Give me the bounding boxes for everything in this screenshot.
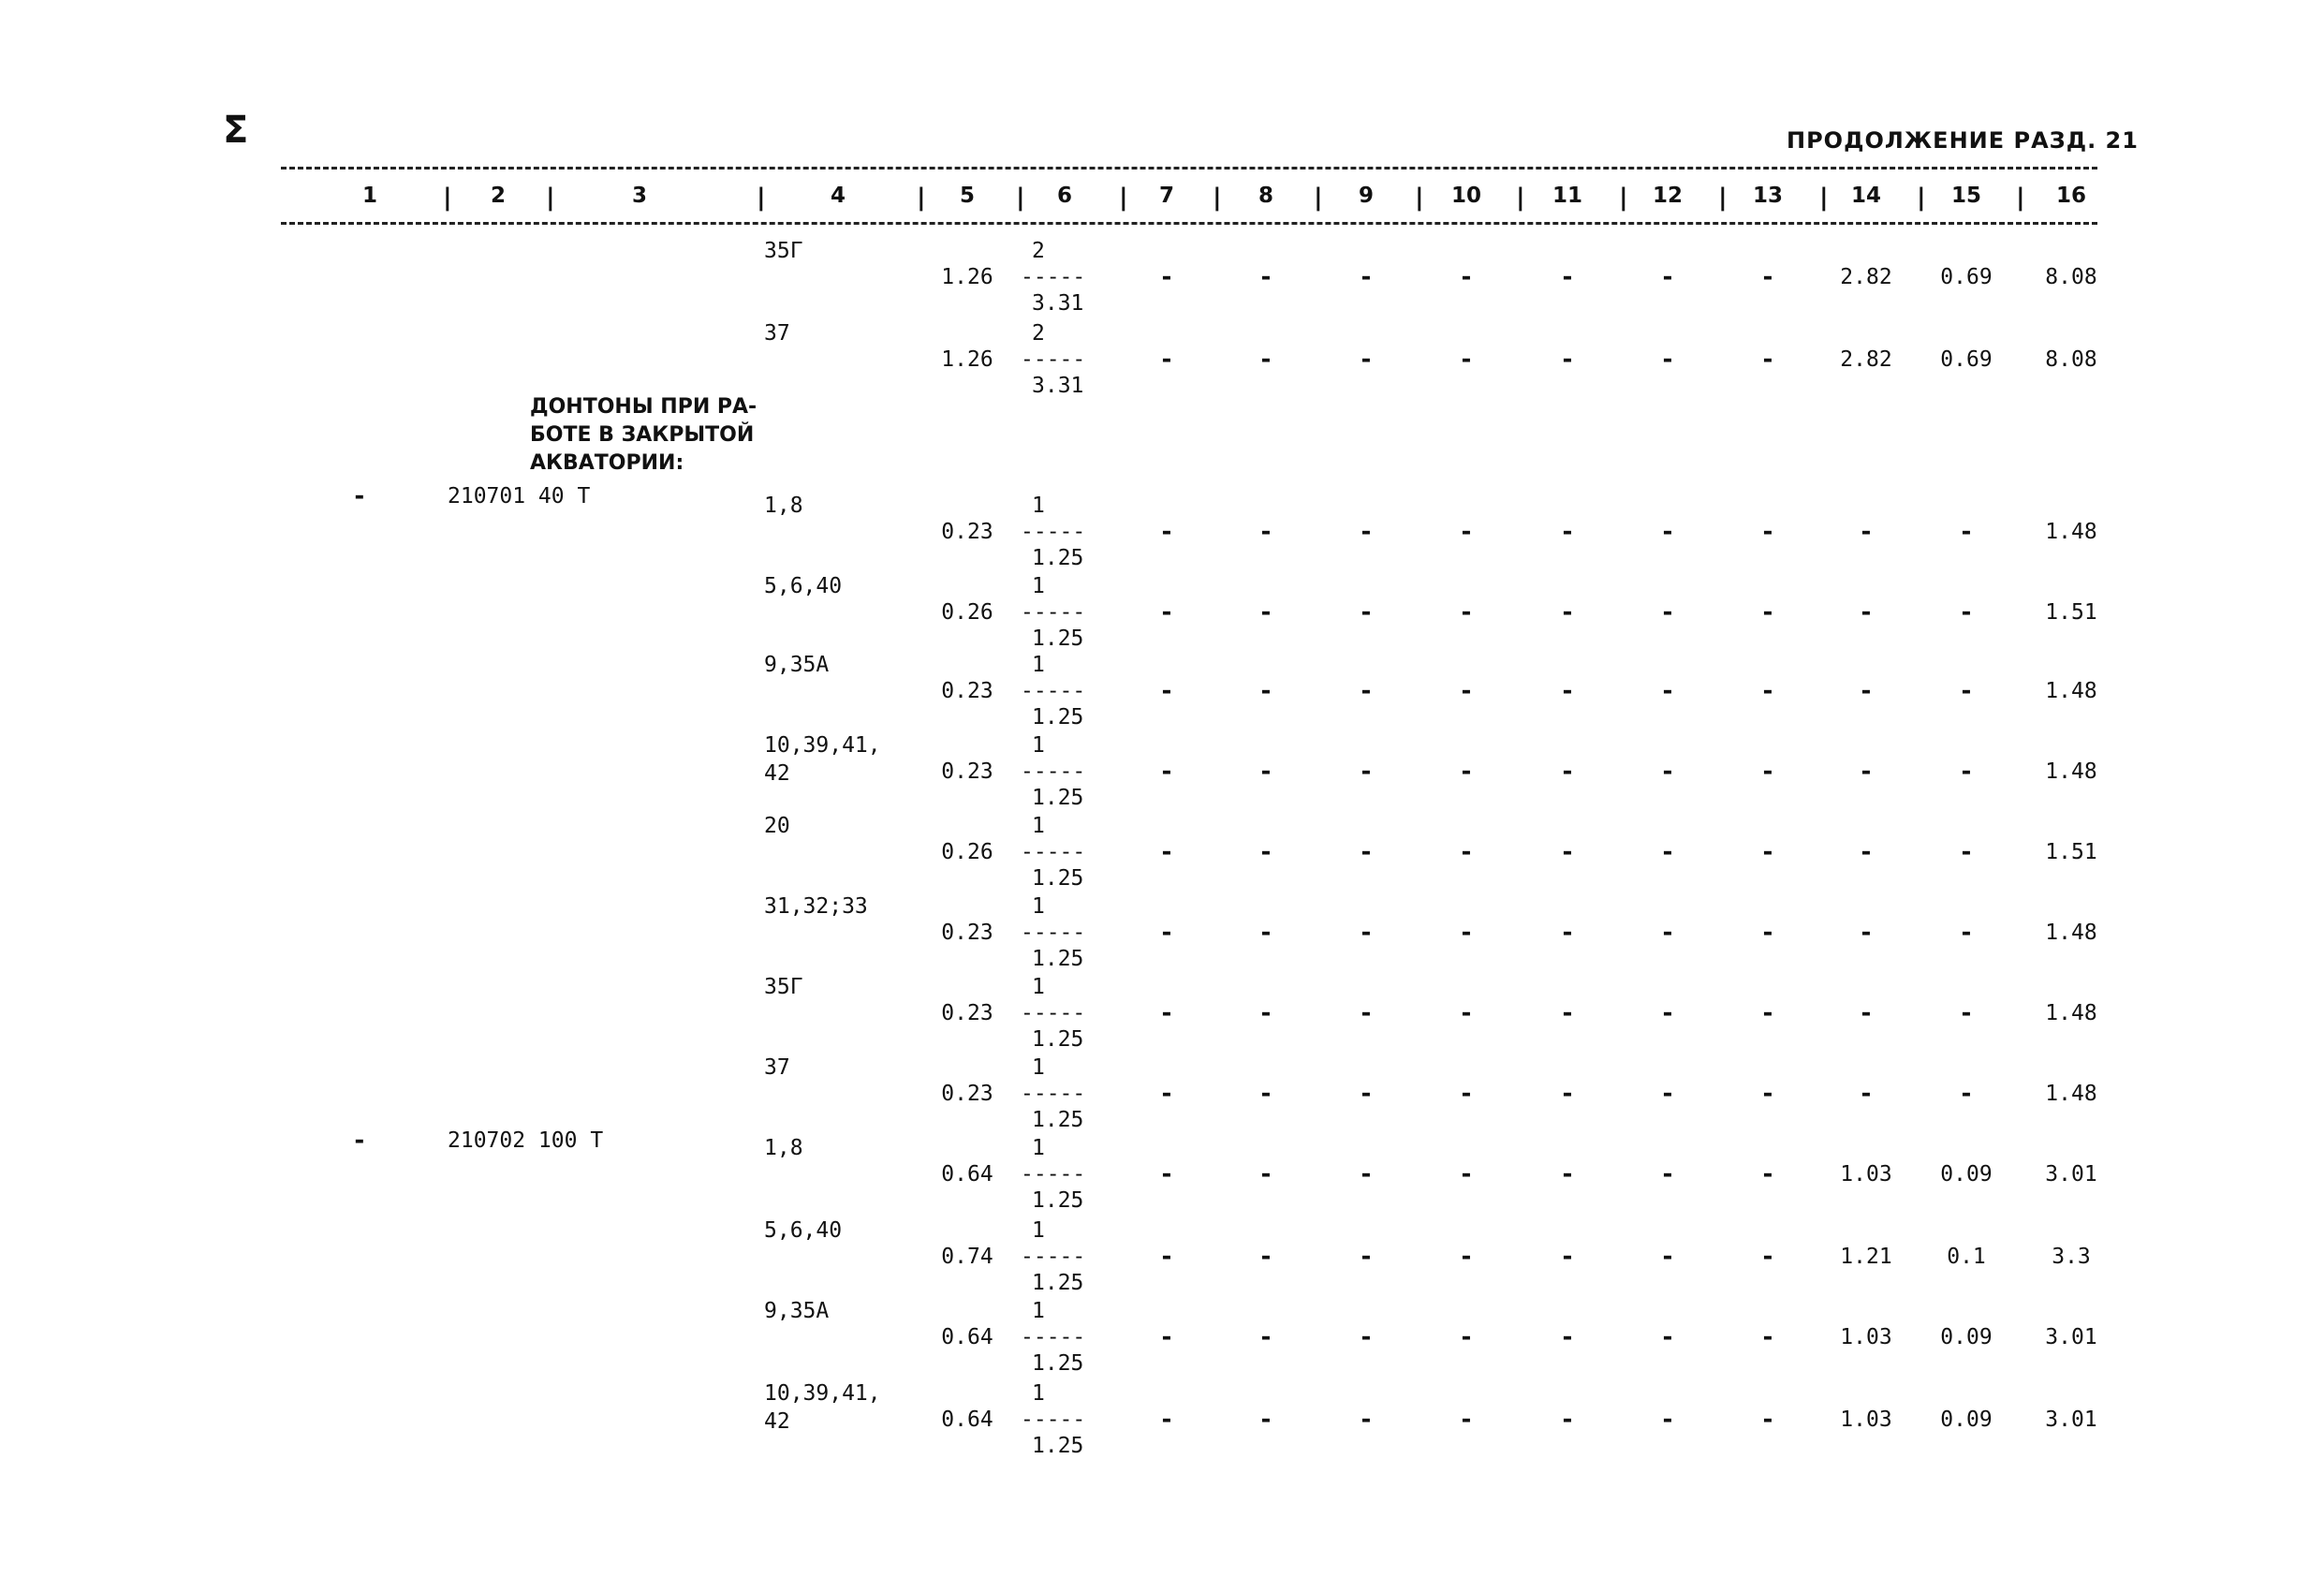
cell-col11: -: [1560, 346, 1575, 374]
cell-col13: -: [1760, 598, 1775, 626]
cell-col7: -: [1159, 598, 1174, 626]
cell-col6-numerator: 1: [1032, 814, 1045, 838]
cell-col8: -: [1258, 1406, 1273, 1434]
cell-col8: -: [1258, 838, 1273, 866]
cell-col16: 8.08: [2045, 265, 2097, 289]
cell-col4: 31,32;33: [764, 894, 868, 919]
column-separator: |: [440, 184, 455, 212]
cell-col4: 5,6,40: [764, 574, 843, 598]
cell-col12: -: [1660, 1080, 1675, 1108]
cell-col4: 37: [764, 321, 790, 346]
cell-col6-bar: -----: [1021, 600, 1086, 625]
cell-col6-denominator: 1.25: [1032, 1351, 1084, 1376]
cell-col11: -: [1560, 758, 1575, 786]
cell-col6-bar: -----: [1021, 1001, 1086, 1025]
cell-col5: 1.26: [941, 347, 993, 372]
cell-col14: 1.03: [1840, 1325, 1892, 1349]
group-heading-line: АКВАТОРИИ:: [530, 451, 684, 475]
cell-col8: -: [1258, 263, 1273, 291]
cell-col8: -: [1258, 919, 1273, 947]
cell-col6-bar: -----: [1021, 520, 1086, 544]
cell-col14: -: [1859, 1080, 1874, 1108]
cell-col6-numerator: 1: [1032, 1055, 1045, 1080]
cell-col8: -: [1258, 1243, 1273, 1271]
cell-col6-denominator: 1.25: [1032, 705, 1084, 730]
column-header-7: 7: [1158, 184, 1175, 208]
column-header-16: 16: [2055, 184, 2087, 208]
cell-col8: -: [1258, 758, 1273, 786]
cell-col11: -: [1560, 919, 1575, 947]
cell-col6-denominator: 1.25: [1032, 626, 1084, 651]
column-header-3: 3: [631, 184, 648, 208]
cell-col15: -: [1959, 758, 1974, 786]
column-header-10: 10: [1450, 184, 1482, 208]
cell-col10: -: [1459, 1323, 1474, 1351]
cell-col11: -: [1560, 677, 1575, 705]
column-separator: |: [754, 184, 769, 212]
cell-col16: 3.01: [2045, 1408, 2097, 1432]
cell-col12: -: [1660, 919, 1675, 947]
page-marker: Σ: [223, 109, 249, 152]
cell-col11: -: [1560, 1406, 1575, 1434]
cell-col12: -: [1660, 1160, 1675, 1188]
cell-col8: -: [1258, 1323, 1273, 1351]
cell-col9: -: [1359, 1080, 1374, 1108]
cell-col9: -: [1359, 1323, 1374, 1351]
cell-col12: -: [1660, 758, 1675, 786]
column-separator: |: [914, 184, 929, 212]
cell-col4: 1,8: [764, 1136, 803, 1160]
cell-col12: -: [1660, 263, 1675, 291]
cell-col10: -: [1459, 677, 1474, 705]
cell-col6-denominator: 3.31: [1032, 374, 1084, 398]
cell-col5: 0.64: [941, 1408, 993, 1432]
cell-col4: 1,8: [764, 494, 803, 518]
cell-col10: -: [1459, 1406, 1474, 1434]
cell-col6-denominator: 1.25: [1032, 546, 1084, 570]
cell-col14: 1.03: [1840, 1162, 1892, 1187]
cell-col6-numerator: 1: [1032, 894, 1045, 919]
cell-col7: -: [1159, 1323, 1174, 1351]
cell-col6-numerator: 1: [1032, 1299, 1045, 1323]
column-header-8: 8: [1258, 184, 1274, 208]
cell-col15: 0.69: [1940, 265, 1993, 289]
cell-col11: -: [1560, 263, 1575, 291]
cell-col9: -: [1359, 838, 1374, 866]
cell-col15: -: [1959, 838, 1974, 866]
cell-col13: -: [1760, 1323, 1775, 1351]
cell-col6-denominator: 1.25: [1032, 947, 1084, 971]
cell-col15: -: [1959, 1080, 1974, 1108]
cell-col9: -: [1359, 1243, 1374, 1271]
continuation-title: ПРОДОЛЖЕНИЕ РАЗД. 21: [1787, 127, 2139, 154]
cell-col6-denominator: 3.31: [1032, 291, 1084, 316]
cell-col10: -: [1459, 1080, 1474, 1108]
cell-col16: 3.01: [2045, 1325, 2097, 1349]
cell-col14: 1.03: [1840, 1408, 1892, 1432]
cell-col13: -: [1760, 919, 1775, 947]
cell-col4: 5,6,40: [764, 1218, 843, 1243]
cell-col6-numerator: 2: [1032, 239, 1045, 263]
cell-col6-denominator: 1.25: [1032, 786, 1084, 810]
cell-col10: -: [1459, 1243, 1474, 1271]
cell-col7: -: [1159, 263, 1174, 291]
cell-col7: -: [1159, 677, 1174, 705]
cell-col4: 9,35А: [764, 1299, 830, 1323]
column-separator: |: [1013, 184, 1028, 212]
cell-col16: 1.48: [2045, 1082, 2097, 1106]
cell-col5: 0.26: [941, 840, 993, 864]
row-group-id: 210701 40 Т: [448, 484, 591, 509]
cell-col8: -: [1258, 346, 1273, 374]
cell-col4: 9,35А: [764, 653, 830, 677]
column-header-2: 2: [490, 184, 507, 208]
column-header-14: 14: [1850, 184, 1882, 208]
cell-col6-denominator: 1.25: [1032, 1271, 1084, 1295]
cell-col6-bar: -----: [1021, 347, 1086, 372]
cell-col6-numerator: 1: [1032, 1381, 1045, 1406]
cell-col11: -: [1560, 1323, 1575, 1351]
column-separator: |: [1412, 184, 1427, 212]
cell-col8: -: [1258, 518, 1273, 546]
cell-col6-bar: -----: [1021, 265, 1086, 289]
cell-col6-numerator: 1: [1032, 574, 1045, 598]
cell-col6-numerator: 1: [1032, 494, 1045, 518]
cell-col4: 35Г: [764, 975, 803, 999]
header-rule: [281, 222, 2097, 225]
cell-col13: -: [1760, 1160, 1775, 1188]
cell-col7: -: [1159, 1243, 1174, 1271]
cell-col6-numerator: 1: [1032, 733, 1045, 758]
row-group-marker: -: [352, 1127, 367, 1155]
cell-col15: 0.1: [1947, 1245, 1986, 1269]
cell-col16: 1.48: [2045, 759, 2097, 784]
column-header-5: 5: [959, 184, 976, 208]
cell-col9: -: [1359, 919, 1374, 947]
cell-col4: 10,39,41,: [764, 1381, 881, 1406]
cell-col6-bar: -----: [1021, 1082, 1086, 1106]
cell-col12: -: [1660, 598, 1675, 626]
cell-col10: -: [1459, 999, 1474, 1027]
cell-col8: -: [1258, 677, 1273, 705]
column-separator: |: [1817, 184, 1831, 212]
group-heading-line: БОТЕ В ЗАКРЫТОЙ: [530, 423, 755, 447]
cell-col5: 0.26: [941, 600, 993, 625]
cell-col6-numerator: 1: [1032, 975, 1045, 999]
cell-col6-denominator: 1.25: [1032, 1027, 1084, 1052]
cell-col16: 3.01: [2045, 1162, 2097, 1187]
cell-col4: 10,39,41,: [764, 733, 881, 758]
cell-col10: -: [1459, 838, 1474, 866]
cell-col7: -: [1159, 1160, 1174, 1188]
group-heading: [530, 393, 757, 478]
cell-col7: -: [1159, 518, 1174, 546]
cell-col13: -: [1760, 838, 1775, 866]
cell-col6-denominator: 1.25: [1032, 1188, 1084, 1213]
cell-col9: -: [1359, 677, 1374, 705]
column-separator: |: [1616, 184, 1631, 212]
cell-col6-denominator: 1.25: [1032, 1434, 1084, 1458]
cell-col12: -: [1660, 518, 1675, 546]
cell-col14: -: [1859, 919, 1874, 947]
cell-col6-bar: -----: [1021, 1325, 1086, 1349]
cell-col9: -: [1359, 758, 1374, 786]
cell-col4: 35Г: [764, 239, 803, 263]
cell-col6-numerator: 1: [1032, 1136, 1045, 1160]
cell-col10: -: [1459, 598, 1474, 626]
cell-col4: 42: [764, 1409, 790, 1434]
cell-col6-bar: -----: [1021, 679, 1086, 703]
cell-col11: -: [1560, 598, 1575, 626]
cell-col16: 3.3: [2052, 1245, 2091, 1269]
cell-col5: 0.23: [941, 921, 993, 945]
cell-col13: -: [1760, 1243, 1775, 1271]
cell-col16: 1.48: [2045, 520, 2097, 544]
cell-col7: -: [1159, 1080, 1174, 1108]
column-separator: |: [1715, 184, 1730, 212]
cell-col16: 8.08: [2045, 347, 2097, 372]
cell-col7: -: [1159, 999, 1174, 1027]
column-separator: |: [1311, 184, 1326, 212]
cell-col5: 0.64: [941, 1325, 993, 1349]
cell-col5: 1.26: [941, 265, 993, 289]
cell-col5: 0.23: [941, 520, 993, 544]
cell-col11: -: [1560, 999, 1575, 1027]
cell-col10: -: [1459, 758, 1474, 786]
cell-col15: -: [1959, 919, 1974, 947]
cell-col10: -: [1459, 346, 1474, 374]
cell-col11: -: [1560, 1160, 1575, 1188]
cell-col6-numerator: 1: [1032, 653, 1045, 677]
cell-col14: -: [1859, 838, 1874, 866]
cell-col16: 1.51: [2045, 840, 2097, 864]
cell-col9: -: [1359, 598, 1374, 626]
cell-col15: 0.09: [1940, 1325, 1993, 1349]
cell-col5: 0.64: [941, 1162, 993, 1187]
cell-col7: -: [1159, 838, 1174, 866]
cell-col9: -: [1359, 1406, 1374, 1434]
cell-col7: -: [1159, 758, 1174, 786]
cell-col12: -: [1660, 1243, 1675, 1271]
cell-col6-bar: -----: [1021, 1245, 1086, 1269]
cell-col4: 37: [764, 1055, 790, 1080]
cell-col6-bar: -----: [1021, 921, 1086, 945]
cell-col6-numerator: 2: [1032, 321, 1045, 346]
cell-col5: 0.23: [941, 679, 993, 703]
cell-col12: -: [1660, 999, 1675, 1027]
cell-col16: 1.48: [2045, 921, 2097, 945]
row-group-marker: -: [352, 482, 367, 510]
cell-col9: -: [1359, 518, 1374, 546]
cell-col13: -: [1760, 677, 1775, 705]
cell-col15: -: [1959, 518, 1974, 546]
cell-col13: -: [1760, 263, 1775, 291]
cell-col14: -: [1859, 598, 1874, 626]
cell-col16: 1.48: [2045, 679, 2097, 703]
column-header-15: 15: [1950, 184, 1982, 208]
cell-col6-denominator: 1.25: [1032, 1108, 1084, 1132]
column-header-6: 6: [1056, 184, 1073, 208]
cell-col5: 0.23: [941, 1082, 993, 1106]
cell-col15: -: [1959, 677, 1974, 705]
column-header-11: 11: [1552, 184, 1583, 208]
cell-col11: -: [1560, 838, 1575, 866]
column-header-12: 12: [1652, 184, 1684, 208]
column-separator: |: [1210, 184, 1225, 212]
cell-col14: -: [1859, 758, 1874, 786]
cell-col10: -: [1459, 1160, 1474, 1188]
cell-col12: -: [1660, 838, 1675, 866]
cell-col15: -: [1959, 999, 1974, 1027]
cell-col16: 1.51: [2045, 600, 2097, 625]
cell-col13: -: [1760, 999, 1775, 1027]
cell-col12: -: [1660, 1323, 1675, 1351]
cell-col7: -: [1159, 919, 1174, 947]
cell-col6-denominator: 1.25: [1032, 866, 1084, 891]
cell-col4: 42: [764, 761, 790, 786]
column-separator: |: [1513, 184, 1528, 212]
cell-col7: -: [1159, 1406, 1174, 1434]
cell-col16: 1.48: [2045, 1001, 2097, 1025]
cell-col9: -: [1359, 346, 1374, 374]
column-separator: |: [2013, 184, 2028, 212]
cell-col8: -: [1258, 1160, 1273, 1188]
cell-col6-bar: -----: [1021, 840, 1086, 864]
cell-col5: 0.23: [941, 759, 993, 784]
cell-col8: -: [1258, 1080, 1273, 1108]
cell-col5: 0.74: [941, 1245, 993, 1269]
cell-col12: -: [1660, 346, 1675, 374]
column-separator: |: [543, 184, 558, 212]
top-rule: [281, 167, 2097, 170]
cell-col11: -: [1560, 518, 1575, 546]
cell-col10: -: [1459, 919, 1474, 947]
cell-col12: -: [1660, 1406, 1675, 1434]
cell-col10: -: [1459, 518, 1474, 546]
cell-col14: 1.21: [1840, 1245, 1892, 1269]
cell-col13: -: [1760, 1406, 1775, 1434]
cell-col14: 2.82: [1840, 265, 1892, 289]
cell-col9: -: [1359, 1160, 1374, 1188]
cell-col13: -: [1760, 758, 1775, 786]
row-group-id: 210702 100 Т: [448, 1128, 604, 1153]
cell-col11: -: [1560, 1243, 1575, 1271]
cell-col14: -: [1859, 518, 1874, 546]
cell-col12: -: [1660, 677, 1675, 705]
group-heading-line: ДОНТОНЫ ПРИ РА-: [530, 395, 758, 419]
column-header-13: 13: [1752, 184, 1784, 208]
cell-col11: -: [1560, 1080, 1575, 1108]
column-header-9: 9: [1358, 184, 1375, 208]
cell-col5: 0.23: [941, 1001, 993, 1025]
cell-col15: 0.09: [1940, 1408, 1993, 1432]
cell-col13: -: [1760, 346, 1775, 374]
cell-col4: 20: [764, 814, 790, 838]
cell-col15: -: [1959, 598, 1974, 626]
column-separator: |: [1116, 184, 1131, 212]
cell-col9: -: [1359, 999, 1374, 1027]
cell-col8: -: [1258, 999, 1273, 1027]
cell-col6-bar: -----: [1021, 1408, 1086, 1432]
cell-col10: -: [1459, 263, 1474, 291]
cell-col15: 0.69: [1940, 347, 1993, 372]
column-separator: |: [1914, 184, 1929, 212]
cell-col7: -: [1159, 346, 1174, 374]
cell-col6-numerator: 1: [1032, 1218, 1045, 1243]
cell-col13: -: [1760, 1080, 1775, 1108]
cell-col6-bar: -----: [1021, 759, 1086, 784]
column-header-4: 4: [830, 184, 846, 208]
cell-col13: -: [1760, 518, 1775, 546]
cell-col9: -: [1359, 263, 1374, 291]
cell-col14: -: [1859, 999, 1874, 1027]
cell-col8: -: [1258, 598, 1273, 626]
cell-col15: 0.09: [1940, 1162, 1993, 1187]
cell-col14: -: [1859, 677, 1874, 705]
column-header-1: 1: [361, 184, 378, 208]
cell-col14: 2.82: [1840, 347, 1892, 372]
cell-col6-bar: -----: [1021, 1162, 1086, 1187]
